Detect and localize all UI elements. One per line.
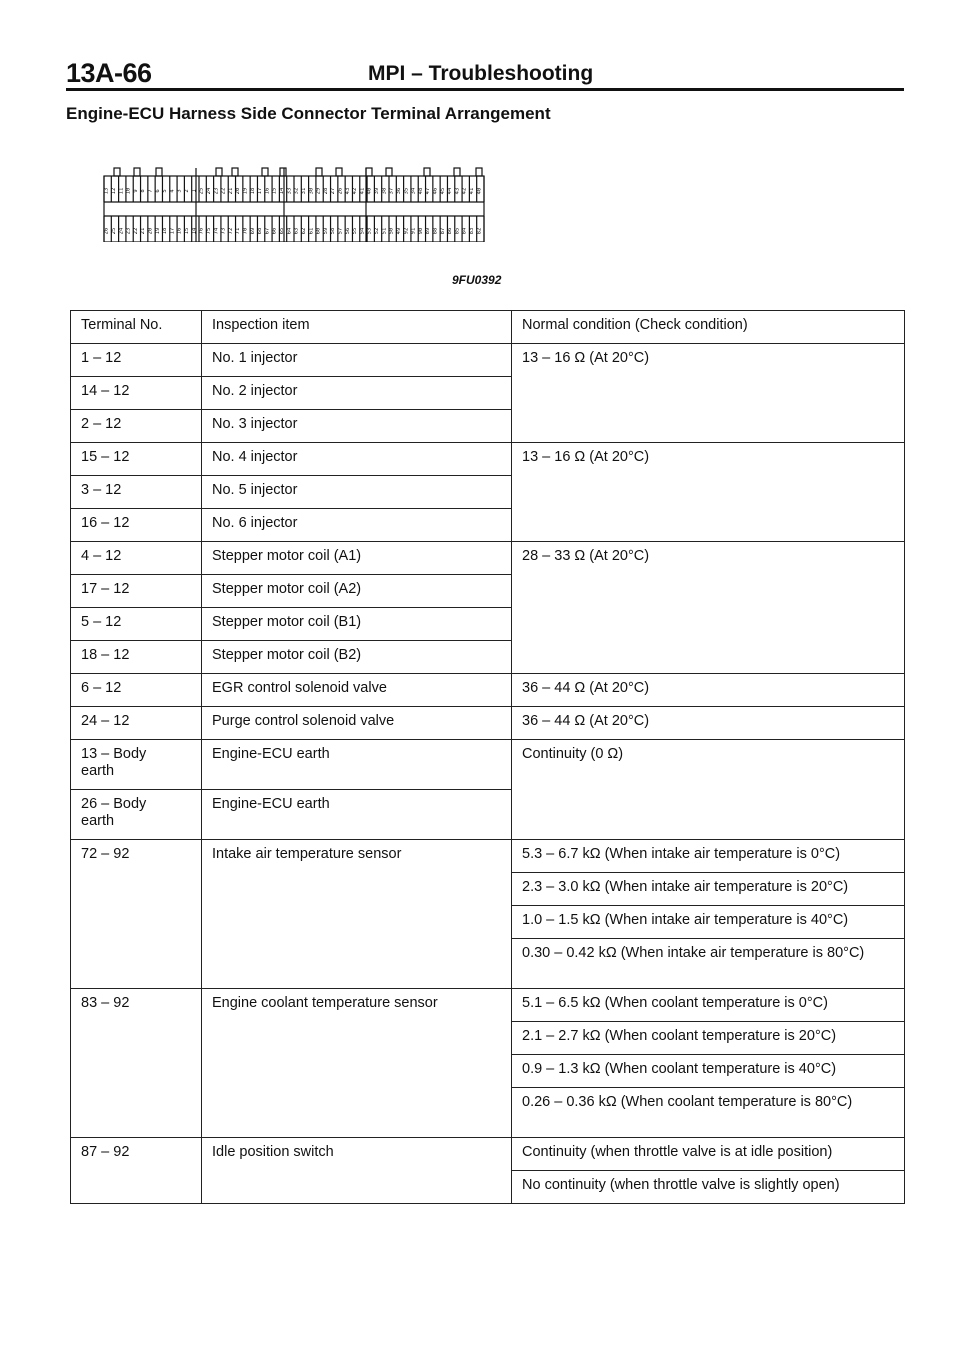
terminal-cell: 15 – 12: [71, 443, 202, 476]
item-cell: Purge control solenoid valve: [202, 707, 512, 740]
top-terminal-label: 9: [132, 189, 139, 193]
bottom-terminal-label: 15: [184, 227, 191, 235]
bottom-terminal-label: 51: [381, 227, 388, 235]
top-terminal-label: 12: [110, 187, 117, 195]
bottom-terminal-label: 83: [469, 227, 476, 235]
top-terminal-label: 25: [198, 187, 205, 195]
table-row: [71, 1138, 905, 1171]
bottom-terminal-label: 86: [447, 227, 454, 235]
table-row: [71, 840, 905, 873]
bottom-terminal-label: 69: [249, 227, 256, 235]
item-cell: EGR control solenoid valve: [202, 674, 512, 707]
terminal-cell: 14 – 12: [71, 377, 202, 410]
bottom-terminal-label: 67: [264, 227, 271, 235]
bottom-terminal-label: 61: [308, 227, 315, 235]
terminal-cell: 1 – 12: [71, 344, 202, 377]
condition-cell: 0.26 – 0.36 kΩ (When coolant temperature is 80°C): [512, 1088, 905, 1138]
top-terminal-label: 33: [286, 187, 293, 195]
condition-cell: 13 – 16 Ω (At 20°C): [512, 344, 905, 443]
bottom-terminal-label: 62: [300, 227, 307, 235]
connector-diagram: [100, 162, 488, 242]
condition-cell: 28 – 33 Ω (At 20°C): [512, 542, 905, 674]
bottom-terminal-label: 91: [410, 227, 417, 235]
bottom-terminal-label: 20: [147, 227, 154, 235]
bottom-terminal-label: 59: [322, 227, 329, 235]
item-cell: Engine-ECU earth: [202, 740, 512, 790]
top-terminal-label: 36: [395, 187, 402, 195]
top-terminal-label: 4: [169, 189, 176, 193]
item-cell: No. 2 injector: [202, 377, 512, 410]
bottom-terminal-label: 64: [286, 227, 293, 235]
item-cell: Stepper motor coil (A2): [202, 575, 512, 608]
bottom-terminal-label: 74: [213, 227, 220, 235]
bottom-terminal-label: 16: [176, 227, 183, 235]
bottom-terminal-label: 72: [227, 227, 234, 235]
top-terminal-label: 31: [300, 187, 307, 195]
bottom-terminal-label: 24: [118, 227, 125, 235]
bottom-terminal-label: 56: [344, 227, 351, 235]
bottom-terminal-label: 49: [395, 227, 402, 235]
condition-cell: 2.1 – 2.7 kΩ (When coolant temperature is 20°C): [512, 1022, 905, 1055]
top-terminal-label: 20: [235, 187, 242, 195]
terminal-cell: 24 – 12: [71, 707, 202, 740]
terminal-cell: 6 – 12: [71, 674, 202, 707]
top-terminal-label: 44: [447, 187, 454, 195]
terminal-cell: 26 – Body earth: [71, 790, 202, 840]
bottom-terminal-label: 18: [162, 227, 169, 235]
bottom-terminal-label: 84: [461, 227, 468, 235]
bottom-terminal-label: 52: [374, 227, 381, 235]
bottom-terminal-label: 26: [103, 227, 110, 235]
top-terminal-label: 27: [330, 187, 337, 195]
top-terminal-label: 22: [220, 187, 227, 195]
terminal-cell: 87 – 92: [71, 1138, 202, 1204]
top-terminal-label: 30: [308, 187, 315, 195]
bottom-terminal-label: 19: [154, 227, 161, 235]
top-terminal-label: 41: [359, 187, 366, 195]
bottom-terminal-label: 65: [279, 227, 286, 235]
top-terminal-label: 40: [476, 187, 483, 195]
table-row: [71, 674, 905, 707]
item-cell: Idle position switch: [202, 1138, 512, 1204]
top-terminal-label: 47: [425, 187, 432, 195]
table-row: [71, 740, 905, 790]
top-terminal-label: 7: [147, 189, 154, 193]
condition-cell: 0.9 – 1.3 kΩ (When coolant temperature is 40°C): [512, 1055, 905, 1088]
bottom-terminal-label: 17: [169, 227, 176, 235]
bottom-terminal-label: 14: [191, 227, 198, 235]
condition-cell: 2.3 – 3.0 kΩ (When intake air temperature is 20°C): [512, 873, 905, 906]
item-cell: Stepper motor coil (B2): [202, 641, 512, 674]
table-row: [71, 707, 905, 740]
item-cell: Stepper motor coil (B1): [202, 608, 512, 641]
header-inspection-item: Inspection item: [202, 311, 512, 344]
terminal-cell: 83 – 92: [71, 989, 202, 1138]
bottom-terminal-label: 73: [220, 227, 227, 235]
top-terminal-label: 1: [191, 189, 198, 193]
terminal-cell: 13 – Body earth: [71, 740, 202, 790]
bottom-terminal-label: 60: [315, 227, 322, 235]
bottom-terminal-label: 22: [132, 227, 139, 235]
bottom-terminal-label: 54: [359, 227, 366, 235]
top-terminal-label: 38: [381, 187, 388, 195]
condition-cell: 36 – 44 Ω (At 20°C): [512, 674, 905, 707]
top-terminal-label: 40: [366, 187, 373, 195]
top-terminal-label: 3: [176, 189, 183, 193]
top-terminal-label: 16: [264, 187, 271, 195]
top-terminal-label: 17: [257, 187, 264, 195]
top-terminal-label: 48: [417, 187, 424, 195]
bottom-terminal-label: 58: [330, 227, 337, 235]
top-terminal-label: 39: [374, 187, 381, 195]
bottom-terminal-label: 75: [205, 227, 212, 235]
top-terminal-label: 43: [344, 187, 351, 195]
terminal-cell: 5 – 12: [71, 608, 202, 641]
top-terminal-label: 37: [388, 187, 395, 195]
bottom-terminal-label: 50: [388, 227, 395, 235]
top-terminal-label: 15: [271, 187, 278, 195]
condition-cell: Continuity (when throttle valve is at idle position): [512, 1138, 905, 1171]
top-terminal-label: 45: [439, 187, 446, 195]
header-normal-condition: Normal condition (Check condition): [512, 311, 905, 344]
bottom-terminal-label: 68: [257, 227, 264, 235]
item-cell: Engine coolant temperature sensor: [202, 989, 512, 1138]
figure-code: 9FU0392: [452, 273, 502, 287]
top-terminal-label: 14: [279, 187, 286, 195]
bottom-terminal-label: 55: [352, 227, 359, 235]
item-cell: No. 5 injector: [202, 476, 512, 509]
top-terminal-label: 11: [118, 187, 125, 195]
condition-cell: 0.30 – 0.42 kΩ (When intake air temperature is 80°C): [512, 939, 905, 989]
top-terminal-label: 23: [213, 187, 220, 195]
bottom-terminal-label: 57: [337, 227, 344, 235]
bottom-terminal-label: 25: [110, 227, 117, 235]
condition-cell: 36 – 44 Ω (At 20°C): [512, 707, 905, 740]
condition-cell: Continuity (0 Ω): [512, 740, 905, 840]
header-rule: [66, 88, 904, 91]
bottom-terminal-label: 89: [425, 227, 432, 235]
top-terminal-label: 42: [352, 187, 359, 195]
top-terminal-label: 24: [205, 187, 212, 195]
bottom-terminal-label: 21: [140, 227, 147, 235]
bottom-terminal-label: 66: [271, 227, 278, 235]
top-terminal-label: 13: [103, 187, 110, 195]
top-terminal-label: 6: [154, 189, 161, 193]
header-terminal: Terminal No.: [71, 311, 202, 344]
item-cell: No. 1 injector: [202, 344, 512, 377]
top-terminal-label: 5: [162, 189, 169, 193]
bottom-terminal-label: 23: [125, 227, 132, 235]
table-row: [71, 989, 905, 1022]
condition-cell: 5.1 – 6.5 kΩ (When coolant temperature is 0°C): [512, 989, 905, 1022]
connector-bottom-row: [104, 227, 483, 234]
item-cell: No. 4 injector: [202, 443, 512, 476]
table-header-row: [71, 311, 905, 344]
bottom-terminal-label: 90: [417, 227, 424, 235]
bottom-terminal-label: 70: [242, 227, 249, 235]
item-cell: Intake air temperature sensor: [202, 840, 512, 989]
bottom-terminal-label: 82: [476, 227, 483, 235]
item-cell: Engine-ECU earth: [202, 790, 512, 840]
bottom-terminal-label: 71: [235, 227, 242, 235]
top-terminal-label: 32: [293, 187, 300, 195]
terminal-cell: 16 – 12: [71, 509, 202, 542]
top-terminal-label: 26: [337, 187, 344, 195]
bottom-terminal-label: 63: [293, 227, 300, 235]
bottom-terminal-label: 85: [454, 227, 461, 235]
table-row: [71, 443, 905, 476]
connector-top-row: [104, 187, 483, 194]
top-terminal-label: 18: [249, 187, 256, 195]
terminal-cell: 72 – 92: [71, 840, 202, 989]
item-cell: Stepper motor coil (A1): [202, 542, 512, 575]
top-terminal-label: 19: [242, 187, 249, 195]
section-title: Engine-ECU Harness Side Connector Terminal Arrangement: [66, 104, 551, 123]
page-number: 13A-66: [66, 58, 152, 88]
table-row: [71, 344, 905, 377]
top-terminal-label: 10: [125, 187, 132, 195]
top-terminal-label: 34: [410, 187, 417, 195]
bottom-terminal-label: 53: [366, 227, 373, 235]
page-title: MPI – Troubleshooting: [368, 62, 594, 85]
terminal-cell: 2 – 12: [71, 410, 202, 443]
item-cell: No. 3 injector: [202, 410, 512, 443]
top-terminal-label: 41: [469, 187, 476, 195]
bottom-terminal-label: 87: [439, 227, 446, 235]
terminal-cell: 3 – 12: [71, 476, 202, 509]
terminal-inspection-table: [70, 310, 905, 1204]
terminal-cell: 4 – 12: [71, 542, 202, 575]
condition-cell: 1.0 – 1.5 kΩ (When intake air temperature is 40°C): [512, 906, 905, 939]
top-terminal-label: 2: [184, 189, 191, 193]
bottom-terminal-label: 88: [432, 227, 439, 235]
top-terminal-label: 21: [227, 187, 234, 195]
table-row: [71, 542, 905, 575]
bottom-terminal-label: 92: [403, 227, 410, 235]
terminal-cell: 18 – 12: [71, 641, 202, 674]
terminal-cell: 17 – 12: [71, 575, 202, 608]
top-terminal-label: 42: [461, 187, 468, 195]
top-terminal-label: 8: [140, 189, 147, 193]
condition-cell: 5.3 – 6.7 kΩ (When intake air temperature is 0°C): [512, 840, 905, 873]
top-terminal-label: 29: [315, 187, 322, 195]
item-cell: No. 6 injector: [202, 509, 512, 542]
condition-cell: No continuity (when throttle valve is slightly open): [512, 1171, 905, 1204]
top-terminal-label: 35: [403, 187, 410, 195]
top-terminal-label: 28: [322, 187, 329, 195]
top-terminal-label: 46: [432, 187, 439, 195]
top-terminal-label: 43: [454, 187, 461, 195]
condition-cell: 13 – 16 Ω (At 20°C): [512, 443, 905, 542]
bottom-terminal-label: 76: [198, 227, 205, 235]
